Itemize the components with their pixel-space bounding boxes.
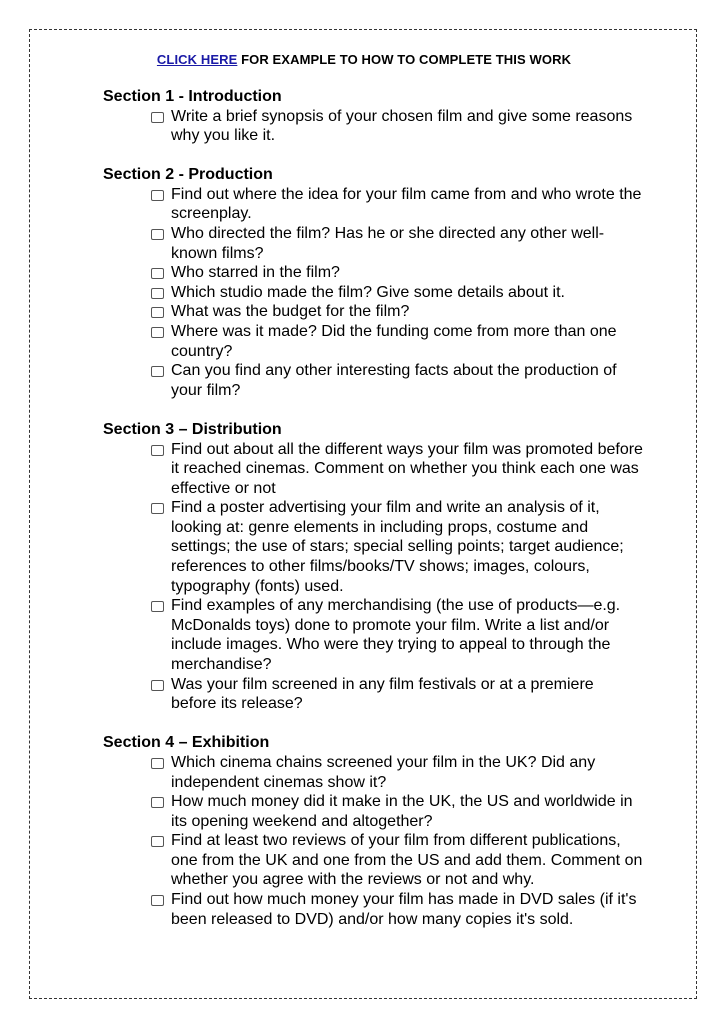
checkbox[interactable] xyxy=(151,229,164,240)
checkbox[interactable] xyxy=(151,797,164,808)
example-link[interactable]: CLICK HERE xyxy=(156,52,238,67)
section-title: Section 1 - Introduction xyxy=(103,88,282,105)
checkbox[interactable] xyxy=(151,895,164,906)
item-text: Write a brief synopsis of your chosen film and give some reasons why you like it. xyxy=(171,107,633,145)
section-title: Section 3 – Distribution xyxy=(103,420,282,438)
section-production xyxy=(103,165,643,400)
checklist-item xyxy=(103,440,643,499)
section-title: Section 2 - Production xyxy=(103,166,273,184)
item-text: Was your film screened in any film festivals or at a premiere before its release? xyxy=(171,675,594,713)
checklist-item xyxy=(103,107,643,146)
checkbox[interactable] xyxy=(151,327,164,338)
checklist-item xyxy=(103,753,643,792)
instructions-header xyxy=(0,52,728,67)
checkbox[interactable] xyxy=(151,445,164,456)
checkbox[interactable] xyxy=(151,112,164,123)
checkbox[interactable] xyxy=(151,307,164,318)
checklist-item xyxy=(103,185,643,224)
item-text: How much money did it make in the UK, the US and worldwide in its opening weekend and altogether? xyxy=(171,793,633,830)
item-text: Where was it made? Did the funding come from more than one country? xyxy=(171,323,617,360)
checkbox[interactable] xyxy=(151,268,164,279)
checkbox[interactable] xyxy=(151,601,164,612)
checkbox[interactable] xyxy=(151,366,164,377)
checkbox[interactable] xyxy=(151,190,164,201)
checklist-item xyxy=(103,498,643,596)
item-text: What was the budget for the film? xyxy=(171,303,410,321)
checkbox[interactable] xyxy=(151,503,164,514)
checklist-item xyxy=(103,792,643,831)
item-text: Find at least two reviews of your film from different publications, one from the UK and one from the US and add them. Comment on whether you agree with the reviews or not and why. xyxy=(171,832,643,889)
section-exhibition xyxy=(103,733,643,929)
worksheet-content xyxy=(103,87,643,949)
checklist-item xyxy=(103,302,643,322)
item-text: Find out how much money your film has made in DVD sales (if it's been released to DVD) and/or how many copies it's sold. xyxy=(171,891,637,928)
item-text: Find out where the idea for your film came from and who wrote the screenplay. xyxy=(171,185,642,223)
header-text: FOR EXAMPLE TO HOW TO COMPLETE THIS WORK xyxy=(237,52,572,67)
checkbox[interactable] xyxy=(151,836,164,847)
checklist-item xyxy=(103,361,643,400)
item-text: Can you find any other interesting facts about the production of your film? xyxy=(171,362,617,399)
item-text: Find examples of any merchandising (the use of products—e.g. McDonalds toys) done to promote your film. Write a list and/or include images. Who were they trying to appeal to through the merchandise? xyxy=(171,597,621,674)
checkbox[interactable] xyxy=(151,288,164,299)
checklist-item xyxy=(103,596,643,674)
item-text: Which studio made the film? Give some details about it. xyxy=(171,283,565,301)
section-distribution xyxy=(103,420,643,714)
item-text: Who starred in the film? xyxy=(171,264,340,282)
item-text: Which cinema chains screened your film in the UK? Did any independent cinemas show it? xyxy=(171,753,596,791)
section-title: Section 4 – Exhibition xyxy=(103,734,270,752)
checkbox[interactable] xyxy=(151,758,164,769)
item-text: Find a poster advertising your film and write an analysis of it, looking at: genre elements in including props, costume and settings; the use of stars; special selling points; target audience; references to other films/books/TV shows; images, colours, typography (fonts) used. xyxy=(171,499,624,595)
checklist-item xyxy=(103,322,643,361)
section-introduction xyxy=(103,87,643,146)
checklist-item xyxy=(103,283,643,303)
item-text: Find out about all the different ways your film was promoted before it reached cinemas. Comment on whether you think each one was effective or not xyxy=(171,440,643,497)
checklist-item xyxy=(103,224,643,263)
checklist-item xyxy=(103,263,643,283)
checklist-item xyxy=(103,831,643,890)
checklist-item xyxy=(103,890,643,929)
checkbox[interactable] xyxy=(151,680,164,691)
item-text: Who directed the film? Has he or she directed any other well-known films? xyxy=(171,225,605,262)
checklist-item xyxy=(103,675,643,714)
